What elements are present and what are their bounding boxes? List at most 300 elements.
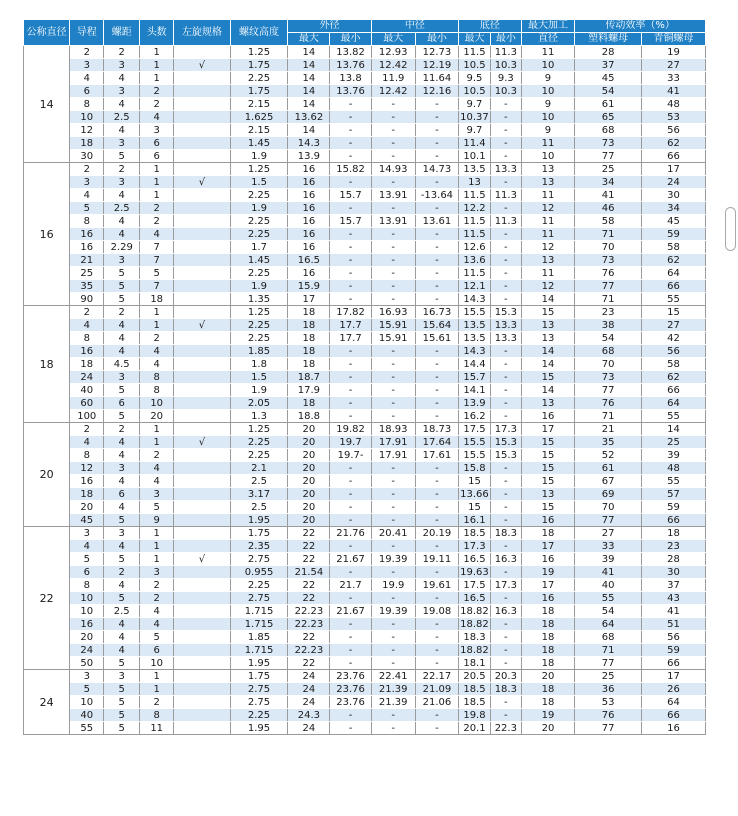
max-machining-cell: 12	[521, 241, 574, 254]
pitch-min-cell: -	[415, 410, 458, 423]
bronze-eff-cell: 37	[642, 579, 706, 592]
max-machining-cell: 9	[521, 124, 574, 137]
pitch-max-cell: 21.39	[371, 683, 415, 696]
pitch-min-cell: -	[415, 475, 458, 488]
outer-min-cell: 15.7	[330, 215, 371, 228]
starts-cell: 2	[140, 579, 174, 592]
starts-cell: 5	[140, 631, 174, 644]
root-min-cell: -	[490, 254, 521, 267]
table-row	[24, 696, 706, 709]
outer-min-cell: 19.7	[330, 436, 371, 449]
bronze-eff-cell: 28	[642, 553, 706, 566]
pitch-max-cell: -	[371, 514, 415, 527]
nominal-diameter-cell: 24	[24, 670, 70, 735]
lead-cell: 8	[70, 449, 104, 462]
starts-cell: 4	[140, 618, 174, 631]
bronze-eff-cell: 14	[642, 423, 706, 436]
table-row	[24, 410, 706, 423]
outer-min-cell: 13.82	[330, 46, 371, 59]
outer-max-cell: 16	[288, 241, 330, 254]
bronze-eff-cell: 53	[642, 111, 706, 124]
lead-cell: 16	[70, 228, 104, 241]
pitch-max-cell: -	[371, 176, 415, 189]
bronze-eff-cell: 56	[642, 124, 706, 137]
root-min-cell: -	[490, 462, 521, 475]
outer-min-cell: -	[330, 254, 371, 267]
left-hand-cell	[174, 657, 231, 670]
pitch-min-cell: -	[415, 358, 458, 371]
max-machining-cell: 17	[521, 540, 574, 553]
thread-height-cell: 2.25	[230, 215, 288, 228]
lead-cell: 3	[70, 527, 104, 540]
root-max-cell: 18.82	[460, 644, 489, 656]
starts-cell: 2	[140, 215, 174, 228]
outer-min-cell: -	[330, 514, 371, 527]
thread-height-cell: 2.25	[230, 449, 288, 462]
bronze-eff-cell: 48	[642, 98, 706, 111]
plastic-eff-cell: 39	[575, 553, 642, 566]
left-hand-cell	[174, 358, 231, 371]
root-max-cell: 11.5	[459, 189, 491, 202]
bronze-eff-cell: 41	[642, 605, 706, 618]
thread-height-cell: 1.75	[230, 670, 288, 683]
thread-height-cell: 1.715	[230, 644, 288, 657]
outer-max-cell: 14	[288, 59, 330, 72]
root-max-cell: 14.3	[459, 293, 491, 306]
max-machining-cell: 18	[521, 696, 574, 709]
bronze-eff-cell: 15	[642, 306, 706, 319]
table-row	[24, 72, 706, 85]
left-hand-cell	[174, 163, 231, 176]
outer-max-cell: 16	[288, 215, 330, 228]
table-row	[24, 163, 706, 176]
pitch-max-cell: -	[371, 358, 415, 371]
starts-cell: 6	[140, 644, 174, 657]
max-machining-cell: 18	[521, 618, 574, 631]
bronze-eff-cell: 30	[642, 566, 706, 579]
bronze-eff-cell: 45	[642, 215, 706, 228]
table-row	[24, 384, 706, 397]
pitch-max-cell: -	[371, 202, 415, 215]
root-min-cell: -	[490, 566, 521, 579]
pitch-cell: 4	[104, 72, 140, 85]
pitch-min-cell: 12.16	[415, 85, 458, 98]
starts-cell: 2	[140, 85, 174, 98]
outer-min-cell: -	[330, 137, 371, 150]
plastic-eff-cell: 77	[575, 657, 642, 670]
pitch-min-cell: -	[415, 657, 458, 670]
plastic-eff-cell: 68	[575, 631, 642, 644]
root-max-cell: 13.6	[459, 254, 491, 267]
outer-min-cell: 17.7	[330, 319, 371, 332]
bronze-eff-cell: 66	[642, 384, 706, 397]
pitch-min-cell: -	[415, 462, 458, 475]
outer-min-cell: -	[330, 176, 371, 189]
starts-cell: 6	[140, 137, 174, 150]
nominal-diameter-cell: 22	[24, 527, 70, 670]
table-row	[24, 501, 706, 514]
plastic-eff-cell: 21	[575, 423, 642, 436]
thread-height-cell: 2.75	[230, 696, 288, 709]
outer-min-cell: 13.76	[330, 59, 371, 72]
outer-min-cell: -	[330, 98, 371, 111]
pitch-cell: 5	[104, 280, 140, 293]
table-row	[24, 579, 706, 592]
pitch-cell: 5	[104, 683, 140, 696]
pitch-min-cell: -	[415, 514, 458, 527]
lead-cell: 100	[70, 410, 104, 423]
lead-cell: 16	[70, 475, 104, 488]
header-outer-diameter: 外径	[288, 20, 371, 33]
pitch-min-cell: 16.73	[415, 306, 458, 319]
outer-max-cell: 20	[288, 462, 330, 475]
plastic-eff-cell: 73	[575, 137, 642, 150]
root-min-cell: 11.3	[490, 215, 521, 228]
lead-cell: 4	[70, 72, 104, 85]
outer-max-cell: 14	[288, 72, 330, 85]
pitch-max-cell: -	[371, 345, 415, 358]
outer-max-cell: 14	[288, 46, 330, 59]
pitch-max-cell: -	[371, 241, 415, 254]
root-min-cell: -	[490, 345, 521, 358]
thread-height-cell: 1.95	[230, 514, 288, 527]
pitch-min-cell: -	[415, 98, 458, 111]
root-max-cell: 19.8	[459, 709, 491, 722]
root-min-cell: -	[490, 644, 521, 657]
thread-height-cell: 1.25	[230, 306, 288, 319]
outer-min-cell: -	[330, 410, 371, 423]
bronze-eff-cell: 59	[642, 501, 706, 514]
left-hand-cell	[174, 449, 231, 462]
pitch-cell: 3	[104, 254, 140, 267]
pitch-max-cell: -	[371, 410, 415, 423]
plastic-eff-cell: 58	[575, 215, 642, 228]
lead-cell: 5	[70, 202, 104, 215]
lead-cell: 2	[70, 423, 104, 436]
root-max-cell: 15	[459, 501, 491, 514]
outer-max-cell: 16	[288, 189, 330, 202]
bronze-eff-cell: 19	[642, 46, 706, 59]
starts-cell: 1	[140, 527, 174, 540]
bronze-eff-cell: 66	[642, 280, 706, 293]
pitch-max-cell: 12.93	[371, 46, 415, 59]
root-max-cell: 9.7	[459, 98, 491, 111]
root-min-cell: -	[490, 150, 521, 163]
table-row	[24, 566, 706, 579]
lead-cell: 2	[70, 163, 104, 176]
root-min-cell: 13.3	[490, 163, 521, 176]
pitch-cell: 4	[104, 501, 140, 514]
pitch-min-cell: 17.64	[415, 436, 458, 449]
root-max-cell: 10.1	[459, 150, 491, 163]
pitch-cell: 2.5	[104, 605, 140, 618]
plastic-eff-cell: 61	[575, 462, 642, 475]
pitch-cell: 5	[104, 657, 140, 670]
outer-max-cell: 18	[288, 358, 330, 371]
pitch-cell: 3	[104, 176, 140, 189]
pitch-min-cell: -	[415, 280, 458, 293]
header-plastic-nut: 塑料螺母	[575, 33, 642, 46]
outer-max-cell: 20	[288, 488, 330, 501]
pitch-cell: 4	[104, 98, 140, 111]
table-row	[24, 345, 706, 358]
lead-cell: 18	[70, 358, 104, 371]
lead-cell: 21	[70, 254, 104, 267]
pitch-cell: 2	[104, 423, 140, 436]
thread-height-cell: 2.15	[230, 124, 288, 137]
left-hand-cell	[174, 527, 231, 540]
pitch-min-cell: 18.73	[415, 423, 458, 436]
max-machining-cell: 14	[521, 358, 574, 371]
pitch-min-cell: 15.64	[415, 319, 458, 332]
starts-cell: 4	[140, 462, 174, 475]
pitch-max-cell: 16.93	[371, 306, 415, 319]
pitch-min-cell: -	[415, 540, 458, 553]
left-hand-cell: √	[174, 553, 231, 566]
root-max-cell: 16.1	[459, 514, 491, 527]
outer-min-cell: -	[330, 202, 371, 215]
root-min-cell: -	[490, 358, 521, 371]
pitch-max-cell: 19.9	[371, 579, 415, 592]
plastic-eff-cell: 25	[575, 163, 642, 176]
pitch-min-cell: 17.61	[415, 449, 458, 462]
starts-cell: 1	[140, 683, 174, 696]
plastic-eff-cell: 54	[575, 85, 642, 98]
left-hand-cell	[174, 475, 231, 488]
bronze-eff-cell: 24	[642, 176, 706, 189]
thread-height-cell: 1.715	[230, 618, 288, 631]
starts-cell: 4	[140, 111, 174, 124]
max-machining-cell: 15	[521, 306, 574, 319]
starts-cell: 20	[140, 410, 174, 423]
thread-height-cell: 2.75	[230, 683, 288, 696]
pitch-cell: 3	[104, 85, 140, 98]
pitch-max-cell: 19.39	[371, 553, 415, 566]
table-row	[24, 475, 706, 488]
thread-height-cell: 1.5	[230, 371, 288, 384]
thread-height-cell: 1.9	[230, 150, 288, 163]
pitch-max-cell: -	[371, 644, 415, 657]
bronze-eff-cell: 59	[642, 644, 706, 657]
bronze-eff-cell: 42	[642, 332, 706, 345]
root-max-cell: 12.1	[459, 280, 491, 293]
outer-min-cell: -	[330, 722, 371, 735]
root-min-cell: -	[490, 592, 521, 605]
lead-cell: 4	[70, 319, 104, 332]
starts-cell: 3	[140, 488, 174, 501]
left-hand-cell	[174, 46, 231, 59]
thread-height-cell: 2.15	[230, 98, 288, 111]
pitch-min-cell: 12.19	[415, 59, 458, 72]
pitch-min-cell: -	[415, 566, 458, 579]
root-max-cell: 10.5	[459, 85, 491, 98]
root-min-cell: -	[490, 371, 521, 384]
starts-cell: 1	[140, 72, 174, 85]
outer-max-cell: 16	[288, 163, 330, 176]
thread-height-cell: 2.25	[230, 228, 288, 241]
root-min-cell: 18.3	[490, 527, 521, 540]
lead-cell: 8	[70, 579, 104, 592]
max-machining-cell: 17	[521, 423, 574, 436]
lead-cell: 6	[70, 85, 104, 98]
lead-cell: 8	[70, 332, 104, 345]
root-max-cell: 15	[459, 475, 491, 488]
root-max-cell: 18.5	[459, 683, 491, 696]
left-hand-cell	[174, 150, 231, 163]
pitch-min-cell: -	[415, 176, 458, 189]
outer-max-cell: 22	[288, 527, 330, 540]
root-max-cell: 18.82	[460, 618, 489, 630]
root-min-cell: -	[490, 488, 521, 501]
outer-max-cell: 16.5	[288, 254, 330, 267]
pitch-max-cell: -	[371, 267, 415, 280]
root-max-cell: 12.6	[459, 241, 491, 254]
bronze-eff-cell: 27	[642, 59, 706, 72]
root-max-cell: 13.66	[460, 488, 489, 500]
lead-cell: 40	[70, 709, 104, 722]
plastic-eff-cell: 61	[575, 98, 642, 111]
pitch-cell: 2	[104, 46, 140, 59]
pitch-min-cell: 19.08	[415, 605, 458, 618]
bronze-eff-cell: 56	[642, 631, 706, 644]
bronze-eff-cell: 18	[642, 527, 706, 540]
max-machining-cell: 15	[521, 371, 574, 384]
pitch-max-cell: -	[371, 462, 415, 475]
starts-cell: 3	[140, 566, 174, 579]
root-min-cell: -	[490, 709, 521, 722]
left-hand-cell	[174, 644, 231, 657]
outer-min-cell: -	[330, 462, 371, 475]
root-max-cell: 9.5	[459, 72, 491, 85]
table-row	[24, 150, 706, 163]
starts-cell: 8	[140, 709, 174, 722]
table-row	[24, 124, 706, 137]
lead-cell: 55	[70, 722, 104, 735]
pitch-min-cell: -	[415, 631, 458, 644]
max-machining-cell: 20	[521, 722, 574, 735]
table-row	[24, 46, 706, 59]
pitch-max-cell: -	[371, 709, 415, 722]
max-machining-cell: 15	[521, 475, 574, 488]
outer-min-cell: -	[330, 618, 371, 631]
root-max-cell: 13	[459, 176, 491, 189]
outer-max-cell: 20	[288, 475, 330, 488]
starts-cell: 1	[140, 163, 174, 176]
max-machining-cell: 11	[521, 215, 574, 228]
pitch-cell: 4	[104, 332, 140, 345]
pitch-cell: 5	[104, 696, 140, 709]
root-min-cell: -	[490, 501, 521, 514]
lead-cell: 2	[70, 306, 104, 319]
outer-min-cell: -	[330, 501, 371, 514]
plastic-eff-cell: 73	[575, 371, 642, 384]
pitch-cell: 2	[104, 163, 140, 176]
max-machining-cell: 14	[521, 293, 574, 306]
outer-max-cell: 18.7	[288, 371, 330, 384]
outer-min-cell: 23.76	[330, 670, 371, 683]
table-row	[24, 644, 706, 657]
max-machining-cell: 19	[521, 566, 574, 579]
max-machining-cell: 18	[521, 605, 574, 618]
max-machining-cell: 12	[521, 202, 574, 215]
pitch-max-cell: -	[371, 150, 415, 163]
bronze-eff-cell: 17	[642, 163, 706, 176]
outer-min-cell: 15.82	[330, 163, 371, 176]
left-hand-cell	[174, 280, 231, 293]
header-thread-height: 螺纹高度	[230, 20, 288, 46]
bronze-eff-cell: 62	[642, 371, 706, 384]
plastic-eff-cell: 54	[575, 332, 642, 345]
pitch-cell: 5	[104, 293, 140, 306]
root-min-cell: -	[490, 384, 521, 397]
pitch-min-cell: 19.61	[415, 579, 458, 592]
left-hand-cell	[174, 202, 231, 215]
root-max-cell: 17.5	[459, 423, 491, 436]
pitch-max-cell: -	[371, 631, 415, 644]
lead-cell: 60	[70, 397, 104, 410]
root-min-cell: 11.3	[490, 46, 521, 59]
outer-min-cell: -	[330, 644, 371, 657]
left-hand-cell	[174, 540, 231, 553]
max-machining-cell: 18	[521, 683, 574, 696]
bronze-eff-cell: 25	[642, 436, 706, 449]
scrollbar-thumb[interactable]	[725, 207, 736, 251]
max-machining-cell: 10	[521, 85, 574, 98]
thread-height-cell: 1.45	[230, 137, 288, 150]
lead-cell: 5	[70, 683, 104, 696]
thread-height-cell: 1.35	[230, 293, 288, 306]
root-max-cell: 16.5	[459, 592, 491, 605]
root-max-cell: 11.5	[459, 228, 491, 241]
root-max-cell: 18.5	[459, 696, 491, 709]
plastic-eff-cell: 64	[575, 618, 642, 631]
starts-cell: 4	[140, 475, 174, 488]
pitch-cell: 4	[104, 618, 140, 631]
thread-height-cell: 2.5	[230, 501, 288, 514]
lead-cell: 20	[70, 501, 104, 514]
pitch-cell: 3	[104, 527, 140, 540]
thread-height-cell: 2.05	[230, 397, 288, 410]
pitch-max-cell: 14.93	[371, 163, 415, 176]
plastic-eff-cell: 71	[575, 644, 642, 657]
table-row	[24, 59, 706, 72]
bronze-eff-cell: 58	[642, 241, 706, 254]
pitch-max-cell: -	[371, 280, 415, 293]
pitch-cell: 3	[104, 670, 140, 683]
max-machining-cell: 13	[521, 397, 574, 410]
pitch-cell: 5	[104, 267, 140, 280]
bronze-eff-cell: 66	[642, 709, 706, 722]
root-min-cell: -	[490, 514, 521, 527]
outer-max-cell: 17.9	[288, 384, 330, 397]
max-machining-cell: 15	[521, 436, 574, 449]
root-max-cell: 15.7	[459, 371, 491, 384]
thread-height-cell: 1.9	[230, 384, 288, 397]
root-min-cell: -	[490, 98, 521, 111]
thread-height-cell: 1.75	[230, 85, 288, 98]
table-row	[24, 254, 706, 267]
root-min-cell: -	[490, 124, 521, 137]
plastic-eff-cell: 36	[575, 683, 642, 696]
root-max-cell: 18.5	[459, 527, 491, 540]
outer-max-cell: 16	[288, 176, 330, 189]
plastic-eff-cell: 69	[575, 488, 642, 501]
outer-min-cell: -	[330, 709, 371, 722]
header-max-machining-diameter: 直径	[521, 33, 574, 46]
outer-min-cell: -	[330, 241, 371, 254]
outer-min-cell: 19.7-	[330, 449, 371, 462]
root-min-cell: 15.3	[490, 436, 521, 449]
